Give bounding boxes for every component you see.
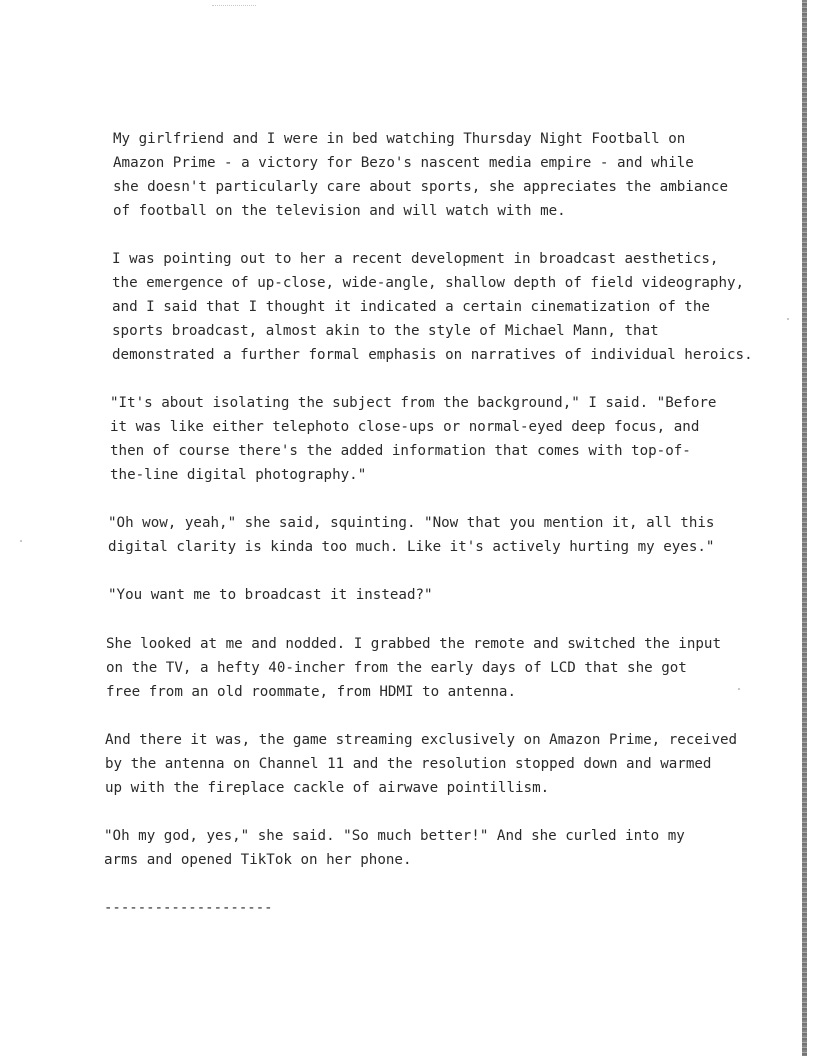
paragraph-7-line-3: up with the fireplace cackle of airwave pointillism. [105, 780, 550, 796]
paragraph-2-line-2: the emergence of up-close, wide-angle, shallow depth of field videography, [112, 275, 745, 291]
scan-speck [787, 318, 789, 320]
paragraph-7-line-1: And there it was, the game streaming exclusively on Amazon Prime, received [105, 732, 738, 748]
paragraph-3-line-4: the-line digital photography." [110, 467, 367, 483]
paragraph-8-line-2: arms and opened TikTok on her phone. [104, 852, 412, 868]
paragraph-6-line-1: She looked at me and nodded. I grabbed the remote and switched the input [106, 636, 721, 652]
paragraph-1-line-3: she doesn't particularly care about sports, she appreciates the ambiance [113, 179, 728, 195]
paragraph-2-line-3: and I said that I thought it indicated a certain cinematization of the [112, 299, 710, 315]
scan-speck [738, 688, 740, 690]
scan-right-edge [802, 0, 807, 1056]
paragraph-3-line-2: it was like either telephoto close-ups or normal-eyed deep focus, and [110, 419, 700, 435]
paragraph-6-line-2: on the TV, a hefty 40-incher from the early days of LCD that she got [106, 660, 687, 676]
paragraph-4-line-2: digital clarity is kinda too much. Like it's actively hurting my eyes." [108, 539, 715, 555]
paragraph-7-line-2: by the antenna on Channel 11 and the resolution stopped down and warmed [105, 756, 712, 772]
paragraph-3-line-3: then of course there's the added information that comes with top-of- [110, 443, 691, 459]
scan-speck [20, 540, 22, 542]
paragraph-3-line-1: "It's about isolating the subject from the background," I said. "Before [110, 395, 717, 411]
paragraph-2-line-1: I was pointing out to her a recent development in broadcast aesthetics, [112, 251, 719, 267]
section-separator: -------------------- [104, 900, 273, 916]
paragraph-1-line-1: My girlfriend and I were in bed watching Thursday Night Football on [113, 131, 686, 147]
paragraph-5-line-1: "You want me to broadcast it instead?" [108, 587, 433, 603]
paragraph-6-line-3: free from an old roommate, from HDMI to antenna. [106, 684, 516, 700]
paragraph-2-line-5: demonstrated a further formal emphasis on narratives of individual heroics. [112, 347, 753, 363]
paragraph-4-line-1: "Oh wow, yeah," she said, squinting. "Now that you mention it, all this [108, 515, 715, 531]
paragraph-1-line-2: Amazon Prime - a victory for Bezo's nascent media empire - and while [113, 155, 694, 171]
paragraph-8-line-1: "Oh my god, yes," she said. "So much better!" And she curled into my [104, 828, 685, 844]
paragraph-2-line-4: sports broadcast, almost akin to the style of Michael Mann, that [112, 323, 659, 339]
paragraph-1-line-4: of football on the television and will watch with me. [113, 203, 566, 219]
scan-artifact-top [212, 5, 256, 7]
